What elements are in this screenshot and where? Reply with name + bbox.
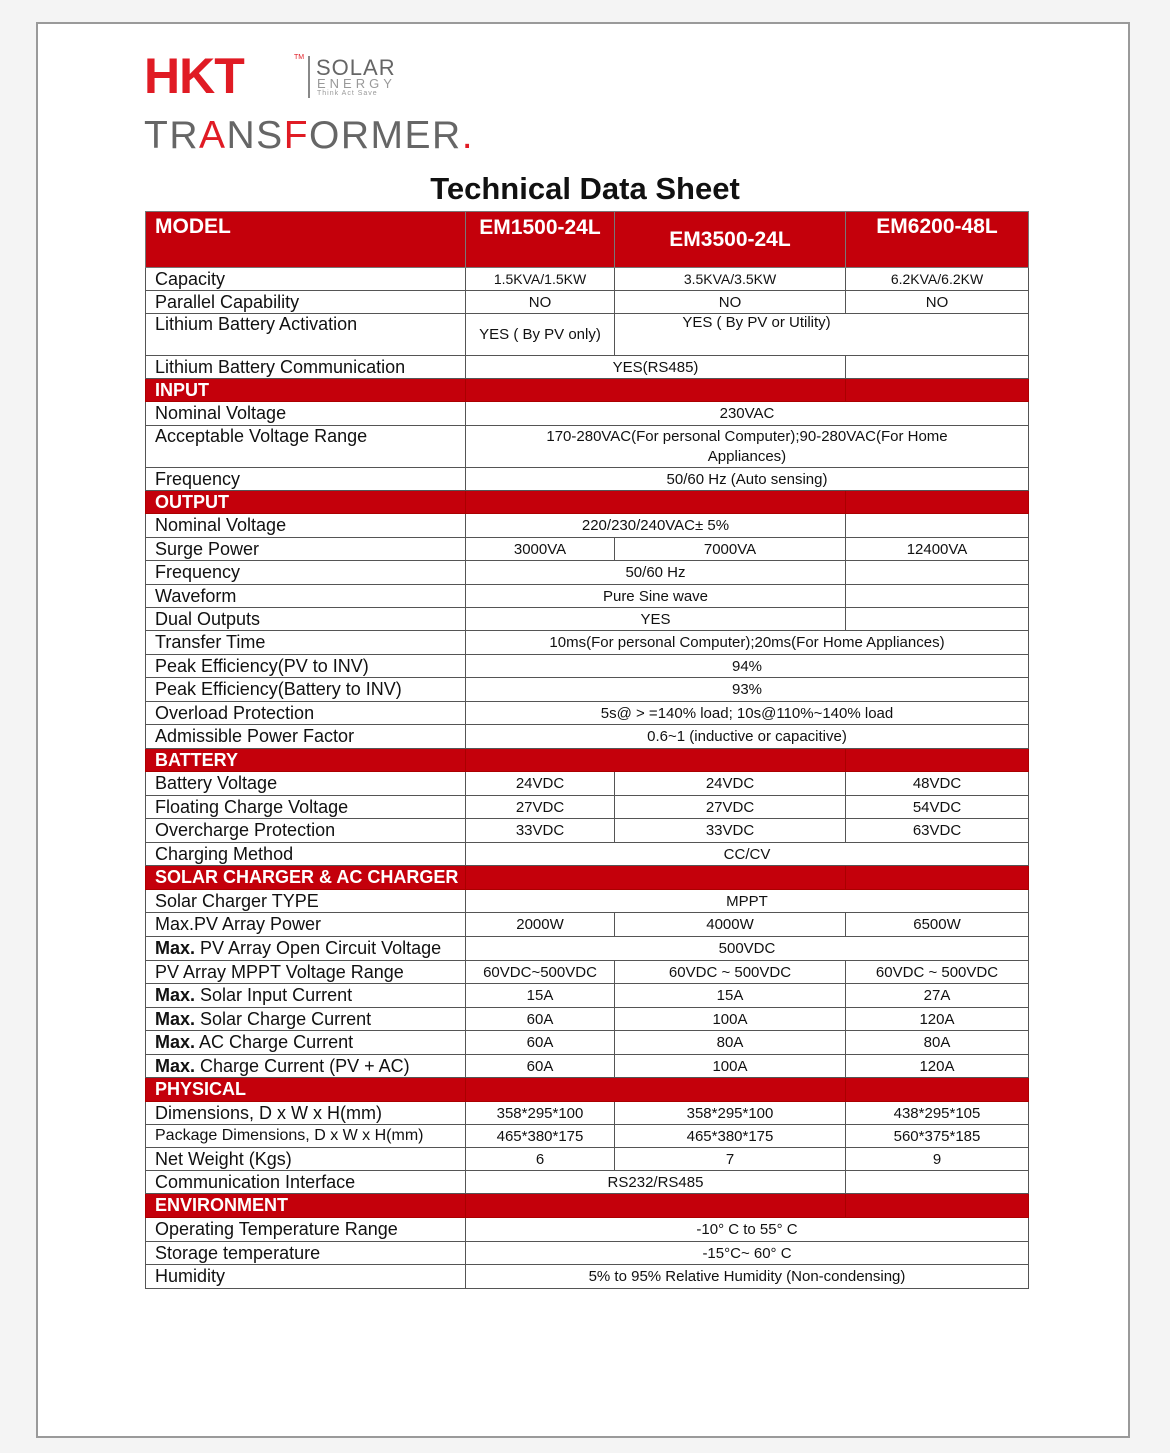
logo-divider <box>308 56 310 98</box>
section-row-output: OUTPUT <box>146 491 1029 514</box>
table-row: Surge Power 3000VA 7000VA 12400VA <box>146 538 1029 561</box>
table-row: Storage temperature -15°C~ 60° C <box>146 1242 1029 1265</box>
section-row-physical: PHYSICAL <box>146 1078 1029 1102</box>
logo-hkt-text: HKT <box>144 48 244 104</box>
logo-tagline: Think Act Save <box>317 90 378 97</box>
table-row: Overload Protection 5s@ > =140% load; 10s@110%~140% load <box>146 702 1029 725</box>
section-row-charger: SOLAR CHARGER & AC CHARGER <box>146 866 1029 890</box>
table-row: Package Dimensions, D x W x H(mm) 465*380*175 465*380*175 560*375*185 <box>146 1125 1029 1148</box>
table-row: Lithium Battery Communication YES(RS485) <box>146 356 1029 379</box>
table-row: Solar Charger TYPE MPPT <box>146 890 1029 913</box>
table-row: Peak Efficiency(PV to INV) 94% <box>146 655 1029 678</box>
table-row: Nominal Voltage 230VAC <box>146 402 1029 426</box>
logo-trademark: TM <box>294 54 305 61</box>
spec-table <box>145 211 1029 1289</box>
table-row: Max.PV Array Power 2000W 4000W 6500W <box>146 913 1029 937</box>
table-row: Dual Outputs YES <box>146 608 1029 631</box>
table-row: Peak Efficiency(Battery to INV) 93% <box>146 678 1029 702</box>
table-row: Admissible Power Factor 0.6~1 (inductive or capacitive) <box>146 725 1029 749</box>
section-row-input: INPUT <box>146 379 1029 402</box>
table-row: Max. Solar Charge Current 60A 100A 120A <box>146 1008 1029 1031</box>
table-row: Dimensions, D x W x H(mm) 358*295*100 358*295*100 438*295*105 <box>146 1102 1029 1125</box>
table-row: Floating Charge Voltage 27VDC 27VDC 54VDC <box>146 796 1029 819</box>
table-row: Max. Solar Input Current 15A 15A 27A <box>146 984 1029 1008</box>
section-row-environment: ENVIRONMENT <box>146 1194 1029 1218</box>
table-row: Overcharge Protection 33VDC 33VDC 63VDC <box>146 819 1029 843</box>
header-em3500: EM3500-24L <box>615 212 846 268</box>
table-header-row <box>146 212 1029 268</box>
page-title: Technical Data Sheet <box>430 171 740 206</box>
table-row: Waveform Pure Sine wave <box>146 585 1029 608</box>
header-em1500: EM1500-24L <box>466 212 615 268</box>
table-row: Lithium Battery Activation YES ( By PV only) YES ( By PV or Utility) <box>146 314 1029 356</box>
header-em6200: EM6200-48L <box>846 212 1029 268</box>
table-row: Max. AC Charge Current 60A 80A 80A <box>146 1031 1029 1055</box>
table-row: Parallel Capability NO NO NO <box>146 291 1029 314</box>
table-row: Humidity 5% to 95% Relative Humidity (Non-condensing) <box>146 1265 1029 1289</box>
table-row: Nominal Voltage 220/230/240VAC± 5% <box>146 514 1029 538</box>
table-row: Operating Temperature Range -10° C to 55° C <box>146 1218 1029 1242</box>
section-row-battery: BATTERY <box>146 749 1029 772</box>
logo-solar-text: SOLAR <box>316 55 396 80</box>
table-row: Frequency 50/60 Hz (Auto sensing) <box>146 468 1029 491</box>
data-sheet-page <box>36 22 1130 1438</box>
table-row: Transfer Time 10ms(For personal Computer);20ms(For Home Appliances) <box>146 631 1029 655</box>
table-row: Net Weight (Kgs) 6 7 9 <box>146 1148 1029 1171</box>
table-row: Max. Charge Current (PV + AC) 60A 100A 120A <box>146 1055 1029 1078</box>
table-row: Charging Method CC/CV <box>146 843 1029 866</box>
table-row: Battery Voltage 24VDC 24VDC 48VDC <box>146 772 1029 796</box>
header-model: MODEL <box>146 212 466 268</box>
table-row: Frequency 50/60 Hz <box>146 561 1029 585</box>
table-row: PV Array MPPT Voltage Range 60VDC~500VDC 60VDC ~ 500VDC 60VDC ~ 500VDC <box>146 961 1029 984</box>
table-row: Communication Interface RS232/RS485 <box>146 1171 1029 1194</box>
table-row: Max. PV Array Open Circuit Voltage 500VDC <box>146 937 1029 961</box>
logo-energy-text: ENERGY <box>317 76 396 91</box>
table-row: Capacity 1.5KVA/1.5KW 3.5KVA/3.5KW 6.2KVA/6.2KW <box>146 268 1029 291</box>
table-row: Acceptable Voltage Range 170-280VAC(For personal Computer);90-280VAC(For Home Appliances) <box>146 426 1029 468</box>
transformer-brand-logo: TRANSFORMER. <box>144 114 475 157</box>
